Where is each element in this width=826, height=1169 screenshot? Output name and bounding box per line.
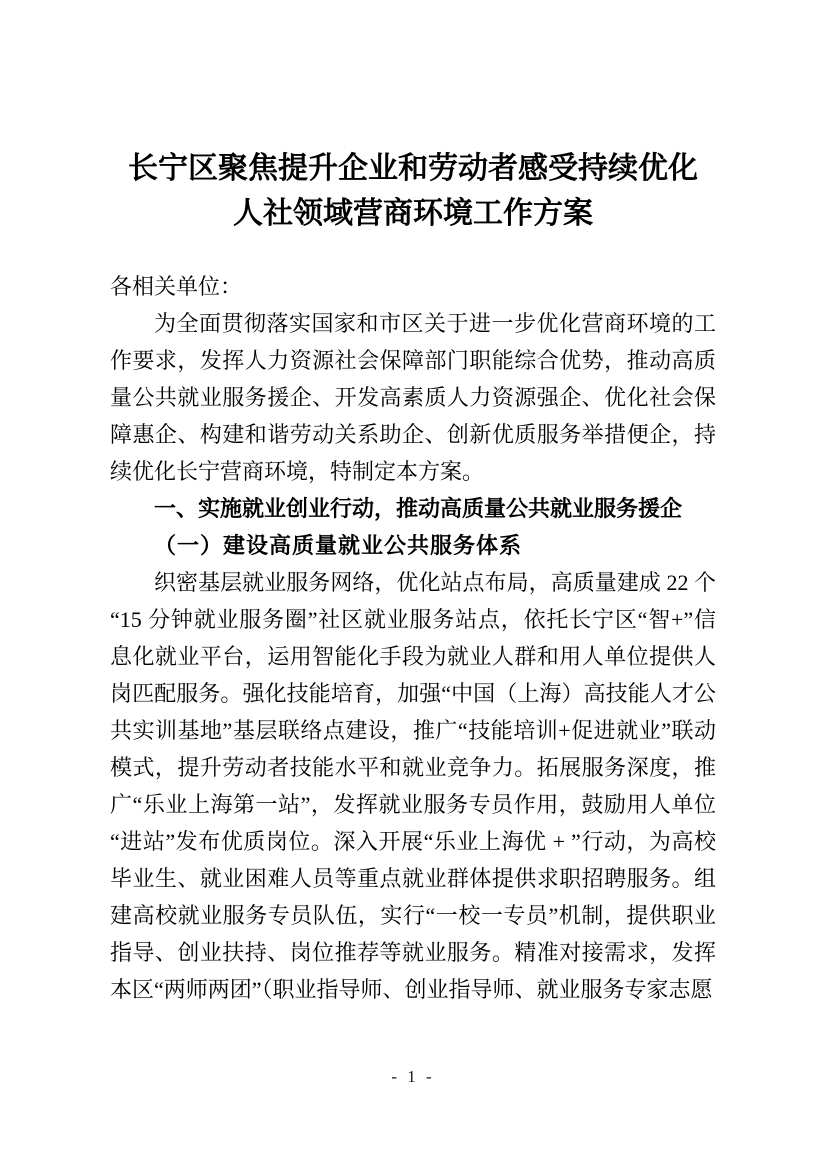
intro-paragraph: 为全面贯彻落实国家和市区关于进一步优化营商环境的工作要求，发挥人力资源社会保障部门职能综合优势，推动高质量公共就业服务援企、开发高素质人力资源强企、优化社会保障惠企、构建和谐劳动关系助企、创新优质服务举措便企，持续优化长宁营商环境，特制定本方案。 — [110, 311, 716, 484]
section-1-heading: 一、实施就业创业行动，推动高质量公共就业服务援企 — [154, 496, 683, 521]
section-1-paragraph: 织密基层就业服务网络，优化站点布局，高质量建成 22 个“15 分钟就业服务圈”社区就业服务站点，依托长宁区“智+”信息化就业平台，运用智能化手段为就业人群和用人单位提供人岗匹配服务。强化技能培育，加强“中国（上海）高技能人才公共实训基地”基层联络点建设，推广“技能培训+促进就业”联动模式，提升劳动者技能水平和就业竞争力。拓展服务深度，推广“乐业上海第一站”，发挥就业服务专员作用，鼓励用人单位“进站”发布优质岗位。深入开展“乐业上海优 + ”行动，为高校毕业生、就业困难人员等重点就业群体提供求职招聘服务。组建高校就业服务专员队伍，实行“一校一专员”机制，提供职业指导、创业扶持、岗位推荐等就业服务。精准对接需求，发挥本区“两师两团”（职业指导师、创业指导师、就业服务专家志愿 — [110, 570, 717, 1002]
salutation: 各相关单位： — [110, 274, 243, 299]
document-title-line-1: 长宁区聚焦提升企业和劳动者感受持续优化 — [128, 152, 698, 185]
document-title — [110, 146, 716, 236]
document-title-line-2: 人社领域营商环境工作方案 — [233, 197, 593, 230]
page-number: - 1 - — [391, 1067, 435, 1086]
document-content — [110, 0, 716, 1008]
section-1-sub-heading: （一）建设高质量就业公共服务体系 — [154, 533, 523, 558]
